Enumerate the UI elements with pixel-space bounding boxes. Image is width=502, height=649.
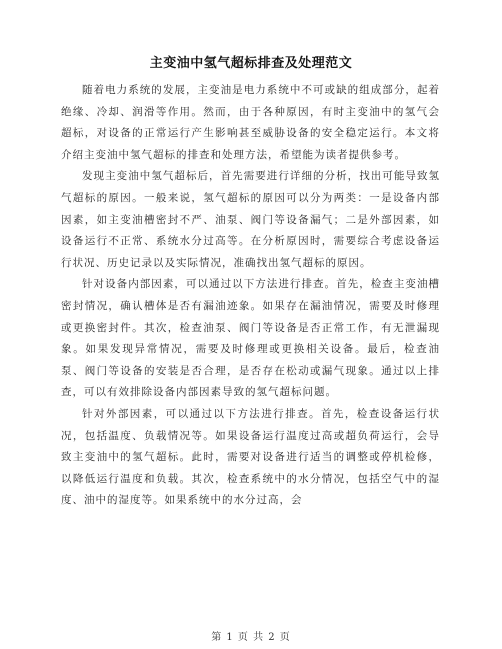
paragraph-3: 针对设备内部因素，可以通过以下方法进行排查。首先，检查主变油槽密封情况，确认槽体是否有漏油迹象。如果存在漏油情况，需要及时修理或更换密封件。其次，检查油泵、阀门等设备是否正常工作，有无泄漏现象。如果发现异常情况，需要及时修理或更换相关设备。最后，检查油泵、阀门等设备的安装是否合理，是否存在松动或漏气现象。通过以上排查，可以有效排除设备内部因素导致的氢气超标问题。 [61,278,440,399]
paragraph-4: 针对外部因素，可以通过以下方法进行排查。首先，检查设备运行状况，包括温度、负载情况等。如果设备运行温度过高或超负荷运行，会导致主变油中的氢气超标。此时，需要对设备进行适当的调整或停机检修，以降低运行温度和负载。其次，检查系统中的水分情况，包括空气中的湿度、油中的湿度等。如果系统中的水分过高，会 [61,407,440,507]
paragraph-2: 发现主变油中氢气超标后，首先需要进行详细的分析，找出可能导致氢气超标的原因。一般来说，氢气超标的原因可以分为两类：一是设备内部因素，如主变油槽密封不严、油泵、阀门等设备漏气；二是外部因素，如设备运行不正常、系统水分过高等。在分析原因时，需要综合考虑设备运行状况、历史记录以及实际情况，准确找出氢气超标的原因。 [61,170,440,269]
document-title: 主变油中氢气超标排查及处理范文 [149,56,353,71]
paragraph-1: 随着电力系统的发展，主变油是电力系统中不可或缺的组成部分，起着绝缘、冷却、润滑等作用。然而，由于各种原因，有时主变油中的氢气会超标，对设备的正常运行产生影响甚至威胁设备的安全稳定运行。本文将介绍主变油中氢气超标的排查和处理方法，希望能为读者提供参考。 [61,84,440,161]
page-number-footer: 第 1 页 共 2 页 [211,632,291,643]
document-body [61,80,440,512]
